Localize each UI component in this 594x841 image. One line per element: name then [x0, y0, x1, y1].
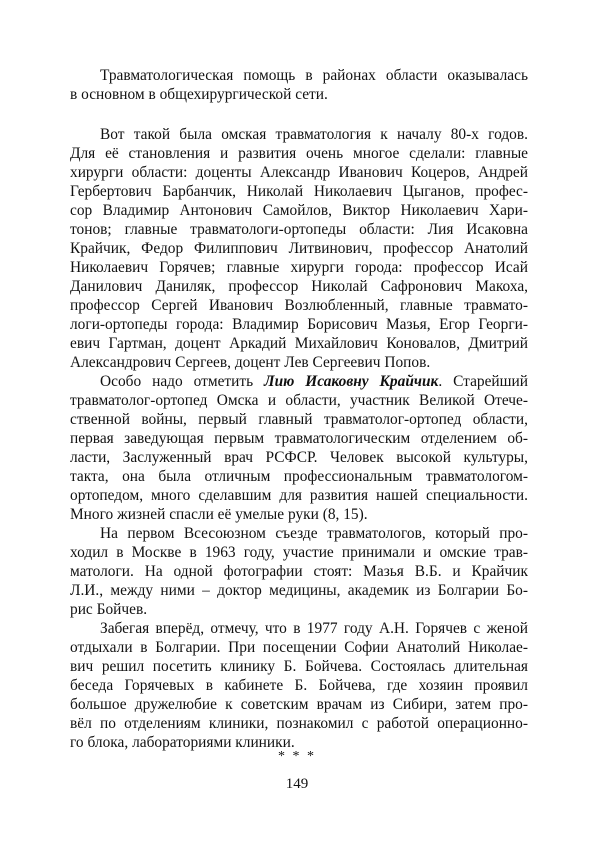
- paragraph-4-line-3: матологи. На одной фотографии стоят: Мазья В.Б. и Крайчик: [70, 563, 528, 580]
- paragraph-2-line-6: тонов; главные травматологи-ортопеды области: Лия Исаковна: [70, 221, 528, 238]
- paragraph-5-line-5: большое дружелюбие к советским врачам из Сибири, затем про-: [70, 696, 528, 713]
- paragraph-2-line-3: хирурги области: доценты Александр Иванович Коцеров, Андрей: [70, 164, 528, 181]
- paragraph-2-line-1: Вот такой была омская травматология к началу 80-х годов.: [100, 126, 528, 143]
- paragraph-5-line-4: беседа Горячевых в кабинете Б. Бойчева, где хозяин проявил: [70, 677, 528, 694]
- page-number: 149: [285, 776, 309, 792]
- paragraph-2-line-13: Александрович Сергеев, доцент Лев Сергеевич Попов.: [70, 354, 431, 371]
- paragraph-1-line-2: в основном в общехирургической сети.: [70, 86, 328, 103]
- paragraph-3-line-7: ортопедом, много сделавшим для развития нашей специальности.: [70, 487, 528, 504]
- paragraph-2-line-5: сор Владимир Антонович Самойлов, Виктор Николаевич Хари-: [70, 202, 528, 219]
- paragraph-3-line-8: Много жизней спасли её умелые руки (8, 15).: [70, 506, 368, 523]
- paragraph-2-line-9: Данилович Даниляк, профессор Николай Сафронович Макоха,: [70, 278, 528, 295]
- paragraph-2-line-12: евич Гартман, доцент Аркадий Михайлович Коновалов, Дмитрий: [70, 335, 528, 352]
- emphasized-name: Лию Исаковну Крайчик: [264, 373, 439, 390]
- paragraph-5-line-6: вёл по отделениям клиники, познакомил с работой операционно-: [70, 715, 528, 732]
- paragraph-4-line-1: На первом Всесоюзном съезде травматологов, который про-: [100, 525, 528, 542]
- paragraph-4-line-4: Л.И., между ними – доктор медицины, академик из Болгарии Бо-: [70, 582, 528, 599]
- paragraph-2-line-4: Гербертович Барбанчик, Николай Николаевич Цыганов, профес-: [70, 183, 528, 200]
- paragraph-3-suffix: . Старейший: [438, 373, 528, 390]
- paragraph-5-line-1: Забегая вперёд, отмечу, что в 1977 году А.Н. Горячев с женой: [100, 620, 528, 637]
- paragraph-3-line-6: такта, она была отличным профессиональным травматологом-: [70, 468, 528, 485]
- paragraph-3-line-5: ласти, Заслуженный врач РСФСР. Человек высокой культуры,: [70, 449, 528, 466]
- paragraph-2-line-7: Крайчик, Федор Филиппович Литвинович, профессор Анатолий: [70, 240, 528, 257]
- paragraph-5-line-3: вич решил посетить клинику Б. Бойчева. Состоялась длительная: [70, 658, 528, 675]
- paragraph-5-line-7: го блока, лабораториями клиники.: [70, 734, 295, 751]
- paragraph-3-prefix: Особо надо отметить: [100, 373, 265, 390]
- paragraph-2-line-2: Для её становления и развития очень многое сделали: главные: [70, 145, 528, 162]
- section-separator: * * *: [278, 749, 316, 764]
- paragraph-2-line-10: профессор Сергей Иванович Возлюбленный, главные травмато-: [70, 297, 528, 314]
- paragraph-3-line-3: ственной войны, первый главный травматолог-ортопед области,: [70, 411, 528, 428]
- paragraph-5-line-2: отдыхали в Болгарии. При посещении Софии Анатолий Николае-: [70, 639, 528, 656]
- paragraph-2-line-8: Николаевич Горячев; главные хирурги города: профессор Исай: [70, 259, 528, 276]
- paragraph-3-line-2: травматолог-ортопед Омска и области, участник Великой Отече-: [70, 392, 528, 409]
- paragraph-3-line-4: первая заведующая первым травматологическим отделением об-: [70, 430, 528, 447]
- paragraph-1-line-1: Травматологическая помощь в районах области оказывалась: [100, 67, 528, 84]
- paragraph-3-line-1: [100, 373, 528, 391]
- paragraph-4-line-2: ходил в Москве в 1963 году, участие принимали и омские трав-: [70, 544, 528, 561]
- paragraph-2-line-11: логи-ортопеды города: Владимир Борисович Мазья, Егор Георги-: [70, 316, 528, 333]
- paragraph-4-line-5: рис Бойчев.: [70, 601, 148, 618]
